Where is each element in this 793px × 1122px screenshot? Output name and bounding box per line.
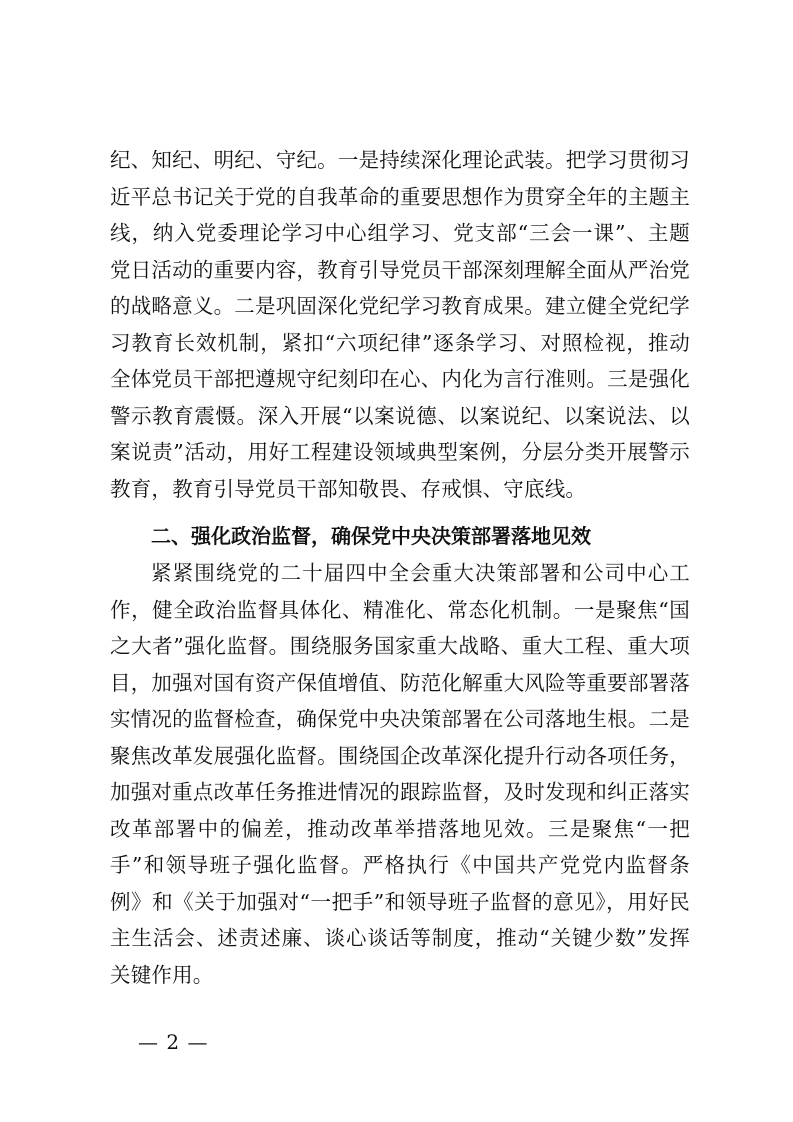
- body-paragraph-2: 紧紧围绕党的二十届四中全会重大决策部署和公司中心工作，健全政治监督具体化、精准化、常态化机制。一是聚焦“国之大者”强化监督。围绕服务国家重大战略、重大工程、重大项目，加强对国有资产保值增值、防范化解重大风险等重要部署落实情况的监督检查，确保党中央决策部署在公司落地生根。二是聚焦改革发展强化监督。围绕国企改革深化提升行动各项任务，加强对重点改革任务推进情况的跟踪监督，及时发现和纠正落实改革部署中的偏差，推动改革举措落地见效。三是聚焦“一把手”和领导班子强化监督。严格执行《中国共产党党内监督条例》和《关于加强对“一把手”和领导班子监督的意见》，用好民主生活会、述责述廉、谈心谈话等制度，推动“关键少数”发挥关键作用。: [110, 561, 690, 987]
- body-paragraph-1: 纪、知纪、明纪、守纪。一是持续深化理论武装。把学习贯彻习近平总书记关于党的自我革命的重要思想作为贯穿全年的主题主线，纳入党委理论学习中心组学习、党支部“三会一课”、主题党日活动的重要内容，教育引导党员干部深刻理解全面从严治党的战略意义。二是巩固深化党纪学习教育成果。建立健全党纪学习教育长效机制，紧扣“六项纪律”逐条学习、对照检视，推动全体党员干部把遵规守纪刻印在心、内化为言行准则。三是强化警示教育震慑。深入开展“以案说德、以案说纪、以案说法、以案说责”活动，用好工程建设领域典型案例，分层分类开展警示教育，教育引导党员干部知敬畏、存戒惧、守底线。: [110, 148, 690, 501]
- page-number: — 2 —: [138, 1030, 209, 1054]
- section-heading-2: 二、强化政治监督，确保党中央决策部署落地见效: [151, 524, 591, 548]
